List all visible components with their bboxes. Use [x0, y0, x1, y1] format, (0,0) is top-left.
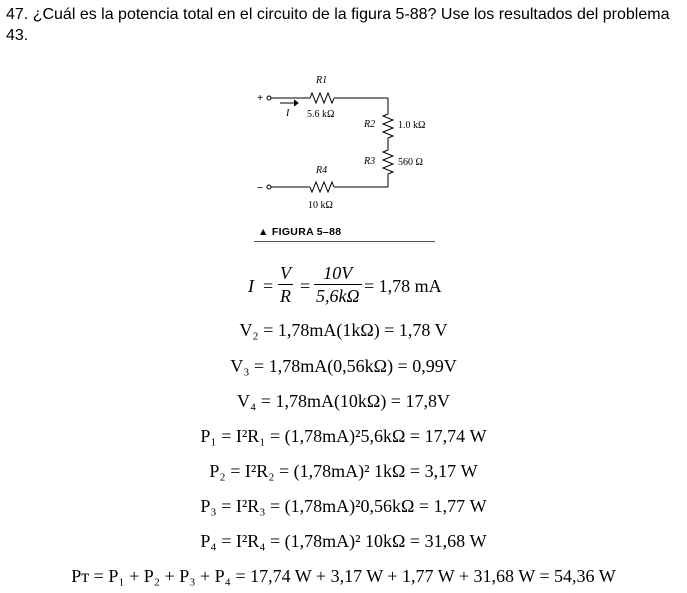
minus-terminal	[267, 185, 271, 189]
r4-value: 10 kΩ	[308, 200, 333, 211]
current-label: I	[286, 108, 290, 119]
question-text: 47. ¿Cuál es la potencia total en el circuito de la figura 5-88? Use los resultados del problema 43.	[6, 6, 670, 44]
fraction-2-denominator: 5,6kΩ	[316, 286, 360, 306]
fraction-v-over-r	[278, 262, 293, 307]
circuit-figure	[252, 72, 442, 244]
fraction-values	[314, 262, 362, 307]
resistor-r4	[310, 182, 334, 192]
current-eq-equals-1: =	[263, 276, 274, 296]
fraction-2-numerator: 10V	[323, 263, 353, 283]
r2-label: R2	[364, 119, 376, 130]
resistor-r1	[310, 93, 334, 103]
r4-label: R4	[316, 165, 328, 176]
current-eq-lhs: I	[248, 276, 254, 296]
equation-p4: P₄ = I²R₄ = (1,78mA)² 10kΩ = 31,68 W	[200, 531, 487, 551]
caption-rule	[254, 241, 435, 242]
r1-value: 5.6 kΩ	[307, 109, 335, 120]
current-equation	[0, 262, 687, 312]
minus-label: −	[257, 182, 264, 194]
equation-v4: V₄ = 1,78mA(10kΩ) = 17,8V	[237, 391, 450, 411]
r2-value: 1.0 kΩ	[398, 120, 426, 131]
current-eq-result: = 1,78 mA	[364, 276, 442, 296]
current-arrowhead	[294, 100, 298, 106]
equation-p1: P₁ = I²R₁ = (1,78mA)²5,6kΩ = 17,74 W	[200, 426, 487, 446]
plus-terminal	[267, 96, 271, 100]
resistor-r2	[383, 114, 393, 138]
fraction-1-denominator: R	[280, 286, 291, 306]
equation-v2: V₂ = 1,78mA(1kΩ) = 1,78 V	[239, 320, 448, 340]
equation-v3: V₃ = 1,78mA(0,56kΩ) = 0,99V	[230, 356, 457, 376]
equation-p3: P₃ = I²R₃ = (1,78mA)²0,56kΩ = 1,77 W	[200, 496, 487, 516]
plus-label: +	[257, 92, 264, 104]
equation-ptotal: Pᴛ = P₁ + P₂ + P₃ + P₄ = 17,74 W + 3,17 W + 1,77 W + 31,68 W = 54,36 W	[71, 566, 616, 586]
equation-p2: P₂ = I²R₂ = (1,78mA)² 1kΩ = 3,17 W	[209, 461, 478, 481]
circuit-diagram	[252, 72, 442, 244]
current-eq-equals-2: =	[300, 276, 311, 296]
resistor-r3	[383, 150, 393, 174]
r1-label: R1	[316, 75, 328, 86]
r3-value: 560 Ω	[398, 157, 423, 168]
fraction-1-numerator: V	[280, 263, 291, 283]
r3-label: R3	[364, 156, 376, 167]
figure-caption: ▲ FIGURA 5–88	[258, 226, 342, 238]
